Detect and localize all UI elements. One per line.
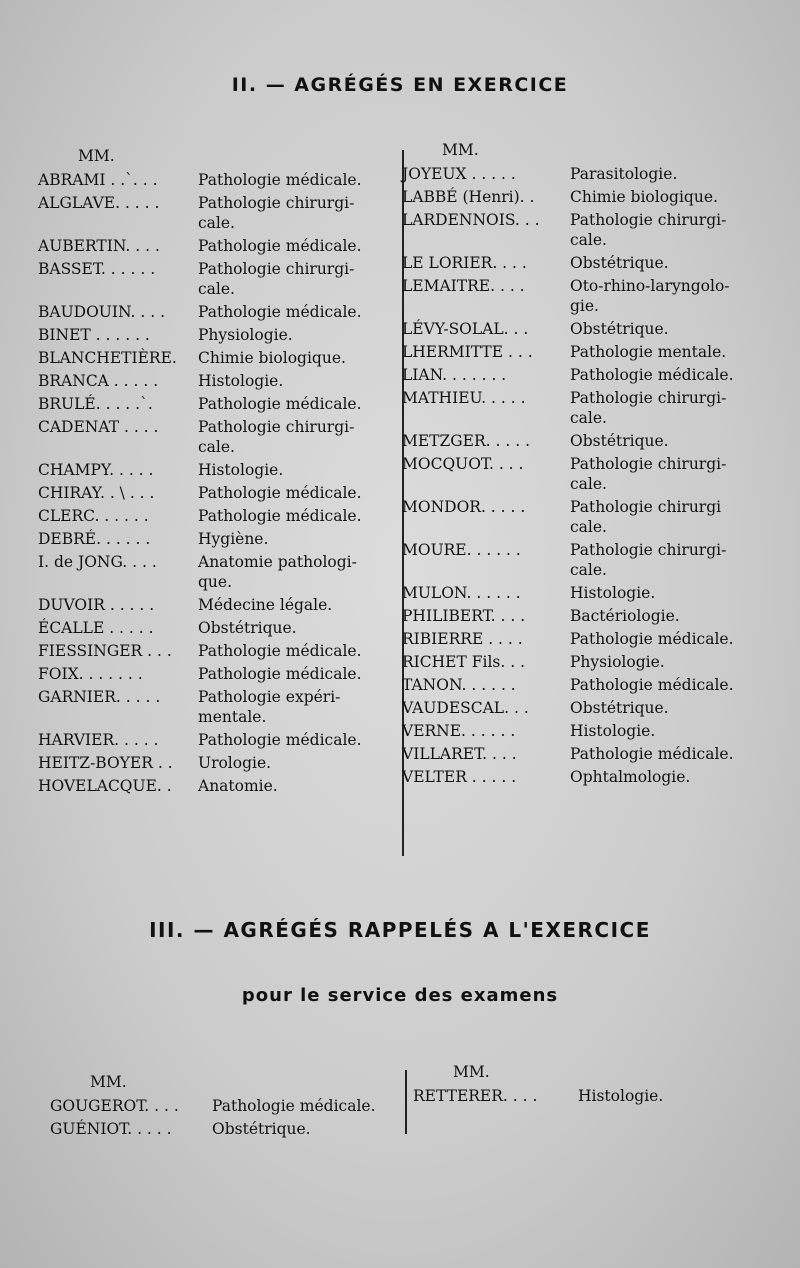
entry-name: ABRAMI . .`. . . <box>38 171 158 189</box>
entry-row <box>38 776 393 796</box>
entry-name: VELTER . . . . . <box>402 768 517 786</box>
entry-row <box>402 497 797 537</box>
entry-subject: Histologie. <box>198 461 284 479</box>
section-3-title: III. — AGRÉGÉS RAPPELÉS A L'EXERCICE <box>149 918 651 942</box>
mm-label: MM. <box>453 1063 490 1081</box>
entry-row <box>402 276 797 316</box>
entry-name: DUVOIR . . . . . <box>38 596 155 614</box>
entry-subject: Ophtalmologie. <box>570 768 691 786</box>
entry-subject: Obstétrique. <box>570 320 669 338</box>
entry-subject: Physiologie. <box>198 326 293 344</box>
entry-name: HARVIER. . . . . <box>38 731 159 749</box>
entry-subject: Pathologie médicale. <box>198 642 362 660</box>
entry-name: LIAN. . . . . . . <box>402 366 507 384</box>
entry-subject: Pathologie médicale. <box>198 395 362 413</box>
entry-name: RETTERER. . . . <box>413 1087 538 1105</box>
entry-name: I. de JONG. . . . <box>38 553 157 571</box>
entry-subject: Pathologie médicale. <box>570 366 734 384</box>
entry-subject: Obstétrique. <box>570 699 669 717</box>
entry-subject: Pathologie chirurgi- cale. <box>198 194 355 232</box>
entry-subject: Pathologie médicale. <box>198 171 362 189</box>
entry-name: RICHET Fils. . . <box>402 653 526 671</box>
entry-row <box>38 730 393 750</box>
entry-subject: Histologie. <box>570 584 656 602</box>
entry-row <box>402 454 797 494</box>
entry-row <box>402 253 797 273</box>
entry-name: LE LORIER. . . . <box>402 254 527 272</box>
entry-subject: Anatomie pathologi- que. <box>198 553 357 591</box>
mm-label: MM. <box>78 147 115 165</box>
entry-subject: Pathologie chirurgi- cale. <box>570 389 727 427</box>
entry-name: BAUDOUIN. . . . <box>38 303 166 321</box>
mm-label: MM. <box>90 1073 127 1091</box>
entry-name: LÉVY-SOLAL. . . <box>402 320 529 338</box>
entry-subject: Obstétrique. <box>212 1120 311 1138</box>
entry-subject: Chimie biologique. <box>198 349 346 367</box>
entry-subject: Pathologie chirurgi cale. <box>570 498 722 536</box>
entry-name: VAUDESCAL. . . <box>402 699 529 717</box>
entry-subject: Oto-rhino-laryngolo- gie. <box>570 277 730 315</box>
entry-subject: Pathologie médicale. <box>198 731 362 749</box>
entry-subject: Chimie biologique. <box>570 188 718 206</box>
entry-row <box>38 552 393 592</box>
entry-row <box>38 170 393 190</box>
entry-name: MOCQUOT. . . . <box>402 455 524 473</box>
entry-subject: Histologie. <box>578 1087 664 1105</box>
entry-name: FIESSINGER . . . <box>38 642 172 660</box>
entry-subject: Pathologie médicale. <box>198 237 362 255</box>
entry-row <box>38 687 393 727</box>
entry-name: BLANCHETIÈRE. <box>38 349 177 367</box>
entry-row <box>38 236 393 256</box>
entry-row <box>402 164 797 184</box>
section-2-right-column <box>402 140 797 790</box>
entry-row <box>38 529 393 549</box>
entry-subject: Histologie. <box>570 722 656 740</box>
entry-row <box>38 302 393 322</box>
entry-subject: Pathologie mentale. <box>570 343 727 361</box>
entry-row <box>413 1086 793 1106</box>
entry-subject: Urologie. <box>198 754 272 772</box>
entry-name: GOUGEROT. . . . <box>50 1097 179 1115</box>
entry-row <box>38 506 393 526</box>
entry-name: MOURE. . . . . . <box>402 541 521 559</box>
entry-subject: Pathologie médicale. <box>570 676 734 694</box>
entry-name: VERNE. . . . . . <box>402 722 516 740</box>
entry-name: CLERC. . . . . . <box>38 507 149 525</box>
entry-name: BRANCA . . . . . <box>38 372 159 390</box>
entry-subject: Parasitologie. <box>570 165 678 183</box>
entry-subject: Obstétrique. <box>570 432 669 450</box>
entry-name: MATHIEU. . . . . <box>402 389 526 407</box>
entry-subject: Pathologie expéri- mentale. <box>198 688 341 726</box>
entry-name: GUÉNIOT. . . . . <box>50 1120 172 1138</box>
entry-row <box>402 652 797 672</box>
entry-row <box>38 595 393 615</box>
entry-subject: Anatomie. <box>198 777 278 795</box>
section-3-subtitle: pour le service des examens <box>241 985 559 1006</box>
entry-name: LABBÉ (Henri). . <box>402 188 535 206</box>
entry-name: JOYEUX . . . . . <box>402 165 516 183</box>
entry-row <box>38 193 393 233</box>
entry-subject: Pathologie chirurgi- cale. <box>198 260 355 298</box>
entry-name: HOVELACQUE. . <box>38 777 172 795</box>
entry-row <box>402 342 797 362</box>
entry-row <box>402 187 797 207</box>
entry-name: LEMAITRE. . . . <box>402 277 525 295</box>
entry-name: BINET . . . . . . <box>38 326 150 344</box>
entry-row <box>402 606 797 626</box>
entry-row <box>402 721 797 741</box>
entry-subject: Obstétrique. <box>570 254 669 272</box>
entry-row <box>402 540 797 580</box>
entry-name: METZGER. . . . . <box>402 432 531 450</box>
entry-row <box>38 259 393 299</box>
entry-name: FOIX. . . . . . . <box>38 665 143 683</box>
entry-subject: Pathologie médicale. <box>570 745 734 763</box>
entry-subject: Pathologie chirurgi- cale. <box>570 455 727 493</box>
entry-row <box>38 325 393 345</box>
entry-name: MULON. . . . . . <box>402 584 521 602</box>
entry-row <box>402 629 797 649</box>
entry-name: HEITZ-BOYER . . <box>38 754 173 772</box>
entry-name: DEBRÉ. . . . . . <box>38 530 151 548</box>
entry-name: MONDOR. . . . . <box>402 498 526 516</box>
entry-name: CHAMPY. . . . . <box>38 461 154 479</box>
entry-subject: Pathologie chirurgi- cale. <box>198 418 355 456</box>
entry-name: CADENAT . . . . <box>38 418 159 436</box>
entry-name: CHIRAY. . \ . . . <box>38 484 155 502</box>
entry-name: PHILIBERT. . . . <box>402 607 526 625</box>
entry-name: RIBIERRE . . . . <box>402 630 523 648</box>
entry-name: AUBERTIN. . . . <box>38 237 160 255</box>
mm-label: MM. <box>442 141 479 159</box>
entry-subject: Pathologie médicale. <box>212 1097 376 1115</box>
entry-name: VILLARET. . . . <box>402 745 517 763</box>
entry-subject: Pathologie médicale. <box>198 484 362 502</box>
entry-row <box>38 348 393 368</box>
entry-row <box>402 698 797 718</box>
section-2-title: II. — AGRÉGÉS EN EXERCICE <box>231 74 569 96</box>
entry-row <box>38 618 393 638</box>
section-3-left-column <box>50 1072 402 1142</box>
entry-name: BASSET. . . . . . <box>38 260 156 278</box>
entry-row <box>38 664 393 684</box>
entry-name: LARDENNOIS. . . <box>402 211 540 229</box>
entry-name: GARNIER. . . . . <box>38 688 161 706</box>
entry-row <box>50 1119 402 1139</box>
entry-row <box>38 483 393 503</box>
entry-subject: Hygiène. <box>198 530 269 548</box>
entry-subject: Pathologie médicale. <box>198 665 362 683</box>
entry-row <box>50 1096 402 1116</box>
entry-row <box>402 583 797 603</box>
entry-row <box>402 365 797 385</box>
entry-name: ÉCALLE . . . . . <box>38 619 154 637</box>
section-2-left-column <box>38 146 393 799</box>
entry-subject: Pathologie chirurgi- cale. <box>570 211 727 249</box>
section-3-right-column <box>413 1062 793 1109</box>
entry-row <box>38 417 393 457</box>
entry-subject: Pathologie médicale. <box>198 303 362 321</box>
entry-row <box>38 753 393 773</box>
entry-name: TANON. . . . . . <box>402 676 516 694</box>
entry-name: BRULÉ. . . . .`. <box>38 395 153 413</box>
entry-subject: Pathologie médicale. <box>570 630 734 648</box>
column-divider <box>405 1070 407 1134</box>
entry-subject: Histologie. <box>198 372 284 390</box>
entry-row <box>402 767 797 787</box>
entry-row <box>38 371 393 391</box>
entry-subject: Pathologie chirurgi- cale. <box>570 541 727 579</box>
entry-row <box>38 460 393 480</box>
entry-subject: Physiologie. <box>570 653 665 671</box>
entry-subject: Bactériologie. <box>570 607 680 625</box>
entry-row <box>38 394 393 414</box>
entry-subject: Obstétrique. <box>198 619 297 637</box>
entry-row <box>402 744 797 764</box>
entry-row <box>402 388 797 428</box>
entry-row <box>402 431 797 451</box>
entry-row <box>38 641 393 661</box>
entry-row <box>402 210 797 250</box>
entry-row <box>402 675 797 695</box>
entry-name: ALGLAVE. . . . . <box>38 194 160 212</box>
entry-name: LHERMITTE . . . <box>402 343 533 361</box>
entry-subject: Médecine légale. <box>198 596 333 614</box>
entry-subject: Pathologie médicale. <box>198 507 362 525</box>
entry-row <box>402 319 797 339</box>
